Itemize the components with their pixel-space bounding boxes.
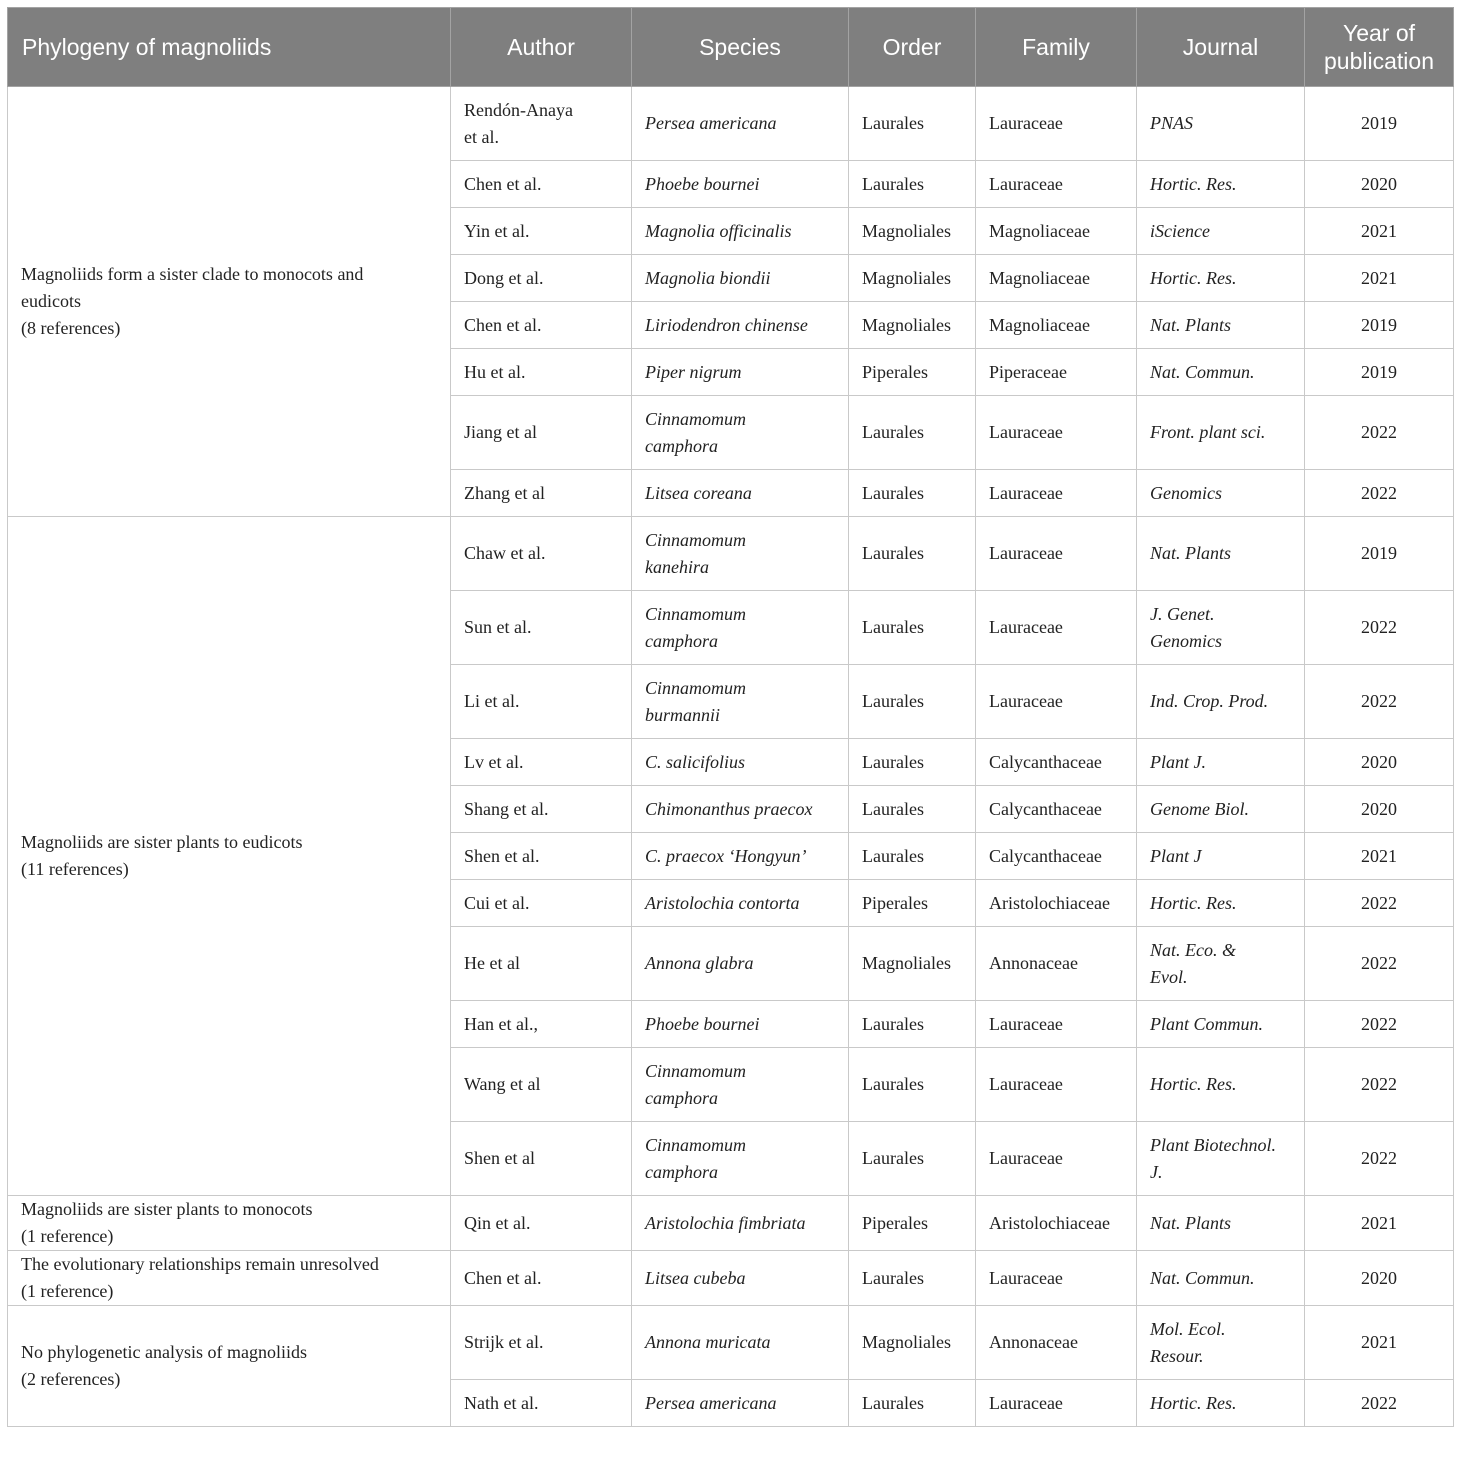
author-line: He et al xyxy=(464,953,520,973)
order-cell: Laurales xyxy=(849,396,976,470)
family-cell: Calycanthaceae xyxy=(976,739,1137,786)
author-line: Shen et al. xyxy=(464,845,540,866)
author-cell xyxy=(451,1251,632,1306)
species-cell xyxy=(632,927,849,1001)
phylogeny-group-line: eudicots xyxy=(21,291,81,311)
species-cell xyxy=(632,786,849,833)
journal-line: iScience xyxy=(1150,220,1210,241)
author-line: Dong et al. xyxy=(464,267,544,288)
header-species: Species xyxy=(632,8,849,87)
author-line: Li et al. xyxy=(464,691,520,711)
year-cell: 2022 xyxy=(1305,927,1454,1001)
journal-line: Evol. xyxy=(1150,966,1188,987)
author-line: Shen et al xyxy=(464,1148,535,1168)
family-cell: Magnoliaceae xyxy=(976,302,1137,349)
author-line: Qin et al. xyxy=(464,1212,531,1233)
journal-cell xyxy=(1137,1306,1305,1380)
family-cell: Lauraceae xyxy=(976,1001,1137,1048)
year-cell: 2022 xyxy=(1305,1380,1454,1427)
journal-line: Hortic. Res. xyxy=(1150,173,1237,194)
journal-line: Nat. Plants xyxy=(1150,1212,1232,1233)
author-cell xyxy=(451,349,632,396)
species-line: camphora xyxy=(645,630,718,651)
table-row xyxy=(8,1196,1454,1251)
author-cell xyxy=(451,786,632,833)
year-cell: 2021 xyxy=(1305,833,1454,880)
author-cell xyxy=(451,1048,632,1122)
journal-line: Genomics xyxy=(1150,630,1222,651)
header-year-line2: publication xyxy=(1324,48,1434,74)
journal-cell xyxy=(1137,1122,1305,1196)
species-cell xyxy=(632,1380,849,1427)
header-row xyxy=(8,8,1454,87)
phylogeny-group-line: Magnoliids are sister plants to monocots xyxy=(21,1199,313,1219)
species-cell xyxy=(632,396,849,470)
order-cell: Laurales xyxy=(849,1251,976,1306)
species-line: Persea americana xyxy=(645,1392,777,1413)
species-line: Persea americana xyxy=(645,113,777,133)
journal-line: Plant J xyxy=(1150,845,1202,866)
table-row xyxy=(8,87,1454,161)
author-cell xyxy=(451,665,632,739)
phylogeny-group-cell xyxy=(8,1306,451,1427)
species-cell xyxy=(632,255,849,302)
species-line: Magnolia biondii xyxy=(645,267,771,288)
journal-cell xyxy=(1137,1380,1305,1427)
species-line: Annona glabra xyxy=(645,953,754,973)
author-line: Chen et al. xyxy=(464,314,542,335)
journal-line: Nat. Commun. xyxy=(1150,1267,1255,1288)
table-row xyxy=(8,1306,1454,1380)
author-cell xyxy=(451,1306,632,1380)
order-cell: Laurales xyxy=(849,1380,976,1427)
journal-cell xyxy=(1137,161,1305,208)
year-cell: 2022 xyxy=(1305,880,1454,927)
journal-cell xyxy=(1137,470,1305,517)
species-line: Piper nigrum xyxy=(645,361,742,382)
species-cell xyxy=(632,1196,849,1251)
author-line: Shang et al. xyxy=(464,798,549,819)
header-order: Order xyxy=(849,8,976,87)
species-cell xyxy=(632,591,849,665)
year-cell: 2019 xyxy=(1305,302,1454,349)
family-cell: Lauraceae xyxy=(976,87,1137,161)
family-cell: Calycanthaceae xyxy=(976,786,1137,833)
author-cell xyxy=(451,470,632,517)
year-cell: 2021 xyxy=(1305,255,1454,302)
journal-line: J. Genet. xyxy=(1150,603,1215,624)
journal-line: Nat. Eco. & xyxy=(1150,939,1236,960)
year-cell: 2020 xyxy=(1305,161,1454,208)
phylogeny-group-line: (8 references) xyxy=(21,318,121,338)
species-cell xyxy=(632,1001,849,1048)
header-journal: Journal xyxy=(1137,8,1305,87)
family-cell: Magnoliaceae xyxy=(976,208,1137,255)
author-line: Nath et al. xyxy=(464,1392,539,1413)
author-line: Cui et al. xyxy=(464,892,530,913)
order-cell: Laurales xyxy=(849,517,976,591)
author-cell xyxy=(451,161,632,208)
journal-cell xyxy=(1137,1196,1305,1251)
phylogeny-group-line: No phylogenetic analysis of magnoliids xyxy=(21,1342,307,1362)
species-cell xyxy=(632,1306,849,1380)
species-cell xyxy=(632,1048,849,1122)
species-cell xyxy=(632,349,849,396)
order-cell: Magnoliales xyxy=(849,302,976,349)
year-cell: 2022 xyxy=(1305,665,1454,739)
journal-line: Nat. Plants xyxy=(1150,314,1232,335)
author-cell xyxy=(451,739,632,786)
journal-cell xyxy=(1137,786,1305,833)
journal-line: Hortic. Res. xyxy=(1150,267,1237,288)
journal-line: Genome Biol. xyxy=(1150,798,1249,819)
phylogeny-group-line: Magnoliids are sister plants to eudicots xyxy=(21,832,303,852)
journal-cell xyxy=(1137,349,1305,396)
species-cell xyxy=(632,161,849,208)
species-line: Cinnamomum xyxy=(645,529,747,550)
species-line: Litsea coreana xyxy=(645,482,752,503)
family-cell: Annonaceae xyxy=(976,927,1137,1001)
phylogeny-group-line: (1 reference) xyxy=(21,1281,114,1301)
journal-cell xyxy=(1137,1251,1305,1306)
journal-cell xyxy=(1137,833,1305,880)
order-cell: Laurales xyxy=(849,786,976,833)
journal-line: Plant Biotechnol. xyxy=(1150,1134,1276,1155)
author-line: Strijk et al. xyxy=(464,1332,544,1352)
journal-line: Genomics xyxy=(1150,482,1222,503)
species-line: Cinnamomum xyxy=(645,603,747,624)
species-cell xyxy=(632,665,849,739)
author-cell xyxy=(451,396,632,470)
author-cell xyxy=(451,591,632,665)
order-cell: Laurales xyxy=(849,161,976,208)
year-cell: 2019 xyxy=(1305,87,1454,161)
author-line: Chen et al. xyxy=(464,1267,542,1288)
author-cell xyxy=(451,255,632,302)
species-line: Cinnamomum xyxy=(645,677,747,698)
species-line: Magnolia officinalis xyxy=(645,220,792,241)
order-cell: Laurales xyxy=(849,470,976,517)
order-cell: Laurales xyxy=(849,665,976,739)
author-line: Yin et al. xyxy=(464,220,530,241)
author-line: Wang et al xyxy=(464,1074,541,1094)
family-cell: Annonaceae xyxy=(976,1306,1137,1380)
author-cell xyxy=(451,1380,632,1427)
species-cell xyxy=(632,1251,849,1306)
species-cell xyxy=(632,208,849,255)
species-cell xyxy=(632,833,849,880)
header-phylogeny: Phylogeny of magnoliids xyxy=(8,8,451,87)
author-line: Sun et al. xyxy=(464,617,532,637)
year-cell: 2022 xyxy=(1305,470,1454,517)
species-line: camphora xyxy=(645,435,718,456)
table-row xyxy=(8,1251,1454,1306)
species-line: C. praecox ‘Hongyun’ xyxy=(645,845,807,866)
species-line: Cinnamomum xyxy=(645,408,747,429)
phylogeny-group-line: (11 references) xyxy=(21,859,129,879)
journal-cell xyxy=(1137,739,1305,786)
author-line: Chaw et al. xyxy=(464,543,546,563)
author-cell xyxy=(451,880,632,927)
phylogeny-group-line: The evolutionary relationships remain unresolved xyxy=(21,1254,379,1274)
table-body xyxy=(8,87,1454,1427)
species-line: Cinnamomum xyxy=(645,1060,747,1081)
journal-cell xyxy=(1137,517,1305,591)
journal-line: Nat. Commun. xyxy=(1150,361,1255,382)
order-cell: Magnoliales xyxy=(849,208,976,255)
order-cell: Piperales xyxy=(849,880,976,927)
family-cell: Lauraceae xyxy=(976,1251,1137,1306)
journal-line: Hortic. Res. xyxy=(1150,1074,1237,1094)
family-cell: Lauraceae xyxy=(976,161,1137,208)
author-line: Rendón-Anaya xyxy=(464,99,573,120)
author-line: Zhang et al xyxy=(464,482,545,503)
species-line: kanehira xyxy=(645,556,709,577)
species-line: Cinnamomum xyxy=(645,1134,747,1155)
order-cell: Laurales xyxy=(849,87,976,161)
author-line: Jiang et al xyxy=(464,422,537,442)
species-cell xyxy=(632,302,849,349)
journal-cell xyxy=(1137,591,1305,665)
journal-cell xyxy=(1137,665,1305,739)
species-line: Annona muricata xyxy=(645,1332,771,1352)
year-cell: 2020 xyxy=(1305,739,1454,786)
species-cell xyxy=(632,87,849,161)
phylogeny-group-line: (1 reference) xyxy=(21,1226,114,1246)
author-line: Lv et al. xyxy=(464,751,524,772)
year-cell: 2019 xyxy=(1305,517,1454,591)
year-cell: 2021 xyxy=(1305,208,1454,255)
author-line: et al. xyxy=(464,126,499,147)
species-line: camphora xyxy=(645,1087,718,1108)
order-cell: Laurales xyxy=(849,833,976,880)
order-cell: Magnoliales xyxy=(849,255,976,302)
phylogeny-group-line: Magnoliids form a sister clade to monocots and xyxy=(21,264,364,284)
author-cell xyxy=(451,87,632,161)
family-cell: Lauraceae xyxy=(976,1048,1137,1122)
order-cell: Laurales xyxy=(849,1048,976,1122)
year-cell: 2022 xyxy=(1305,396,1454,470)
family-cell: Lauraceae xyxy=(976,1380,1137,1427)
species-line: Phoebe bournei xyxy=(645,173,760,194)
journal-line: J. xyxy=(1150,1161,1163,1182)
year-cell: 2022 xyxy=(1305,1048,1454,1122)
author-line: Chen et al. xyxy=(464,173,542,194)
species-line: burmannii xyxy=(645,704,721,725)
species-cell xyxy=(632,470,849,517)
author-cell xyxy=(451,833,632,880)
author-line: Han et al., xyxy=(464,1013,538,1034)
species-cell xyxy=(632,517,849,591)
order-cell: Laurales xyxy=(849,1001,976,1048)
year-cell: 2020 xyxy=(1305,786,1454,833)
year-cell: 2021 xyxy=(1305,1306,1454,1380)
year-cell: 2022 xyxy=(1305,591,1454,665)
author-cell xyxy=(451,302,632,349)
family-cell: Aristolochiaceae xyxy=(976,880,1137,927)
species-line: C. salicifolius xyxy=(645,751,746,772)
family-cell: Aristolochiaceae xyxy=(976,1196,1137,1251)
family-cell: Calycanthaceae xyxy=(976,833,1137,880)
year-cell: 2022 xyxy=(1305,1122,1454,1196)
year-cell: 2019 xyxy=(1305,349,1454,396)
phylogeny-group-cell xyxy=(8,517,451,1196)
species-line: Aristolochia contorta xyxy=(645,892,800,913)
author-cell xyxy=(451,208,632,255)
author-cell xyxy=(451,1122,632,1196)
species-cell xyxy=(632,1122,849,1196)
species-line: Chimonanthus praecox xyxy=(645,798,813,819)
species-cell xyxy=(632,880,849,927)
family-cell: Lauraceae xyxy=(976,591,1137,665)
author-cell xyxy=(451,1196,632,1251)
journal-line: Ind. Crop. Prod. xyxy=(1150,691,1269,711)
family-cell: Piperaceae xyxy=(976,349,1137,396)
journal-cell xyxy=(1137,880,1305,927)
species-cell xyxy=(632,739,849,786)
family-cell: Lauraceae xyxy=(976,517,1137,591)
author-line: Hu et al. xyxy=(464,361,526,382)
header-author: Author xyxy=(451,8,632,87)
journal-cell xyxy=(1137,1048,1305,1122)
order-cell: Magnoliales xyxy=(849,1306,976,1380)
journal-cell xyxy=(1137,208,1305,255)
journal-cell xyxy=(1137,87,1305,161)
journal-line: Plant Commun. xyxy=(1150,1013,1264,1034)
phylogeny-group-cell xyxy=(8,1196,451,1251)
species-line: Aristolochia fimbriata xyxy=(645,1212,806,1233)
family-cell: Lauraceae xyxy=(976,470,1137,517)
family-cell: Lauraceae xyxy=(976,1122,1137,1196)
phylogeny-group-cell xyxy=(8,1251,451,1306)
header-year-line1: Year of xyxy=(1342,20,1416,46)
journal-line: Mol. Ecol. xyxy=(1150,1318,1226,1339)
journal-line: Hortic. Res. xyxy=(1150,1392,1237,1413)
journal-line: Nat. Plants xyxy=(1150,543,1232,563)
phylogeny-table xyxy=(7,7,1454,1427)
phylogeny-group-cell xyxy=(8,87,451,517)
journal-cell xyxy=(1137,302,1305,349)
family-cell: Lauraceae xyxy=(976,396,1137,470)
order-cell: Magnoliales xyxy=(849,927,976,1001)
journal-line: PNAS xyxy=(1150,113,1193,133)
order-cell: Laurales xyxy=(849,591,976,665)
order-cell: Laurales xyxy=(849,1122,976,1196)
journal-cell xyxy=(1137,396,1305,470)
family-cell: Lauraceae xyxy=(976,665,1137,739)
species-line: Litsea cubeba xyxy=(645,1267,746,1288)
journal-line: Hortic. Res. xyxy=(1150,892,1237,913)
year-cell: 2022 xyxy=(1305,1001,1454,1048)
journal-cell xyxy=(1137,1001,1305,1048)
species-line: Phoebe bournei xyxy=(645,1013,760,1034)
author-cell xyxy=(451,927,632,1001)
author-cell xyxy=(451,1001,632,1048)
author-cell xyxy=(451,517,632,591)
year-cell: 2020 xyxy=(1305,1251,1454,1306)
table-row xyxy=(8,517,1454,591)
order-cell: Piperales xyxy=(849,1196,976,1251)
header-family: Family xyxy=(976,8,1137,87)
family-cell: Magnoliaceae xyxy=(976,255,1137,302)
journal-line: Resour. xyxy=(1150,1345,1204,1366)
species-line: camphora xyxy=(645,1161,718,1182)
journal-line: Plant J. xyxy=(1150,751,1206,772)
header-year xyxy=(1305,8,1454,87)
year-cell: 2021 xyxy=(1305,1196,1454,1251)
species-line: Liriodendron chinense xyxy=(645,314,808,335)
phylogeny-group-line: (2 references) xyxy=(21,1369,121,1389)
order-cell: Piperales xyxy=(849,349,976,396)
journal-cell xyxy=(1137,927,1305,1001)
journal-line: Front. plant sci. xyxy=(1150,422,1266,442)
journal-cell xyxy=(1137,255,1305,302)
order-cell: Laurales xyxy=(849,739,976,786)
